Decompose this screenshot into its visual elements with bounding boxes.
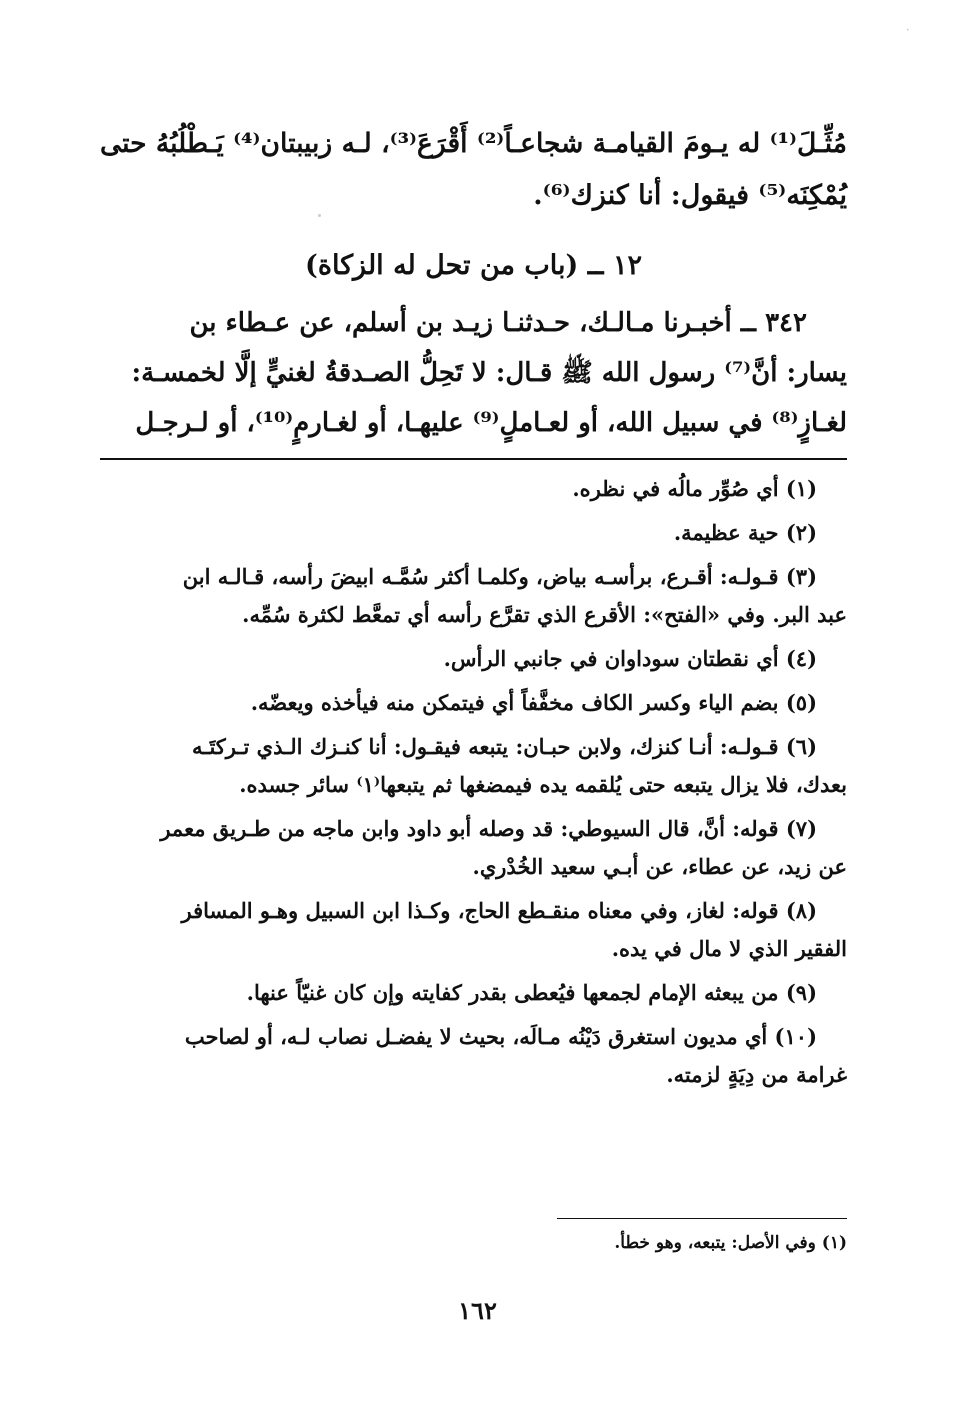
footnote bbox=[100, 558, 847, 634]
hadith-text bbox=[100, 298, 847, 448]
footnote bbox=[100, 810, 847, 886]
intro-text bbox=[100, 118, 847, 222]
corner-mark: ۰ bbox=[904, 22, 911, 36]
text-line: مُثِّـلَ⁽¹⁾ له يـومَ القيامـة شجاعـاً⁽²⁾ أَقْرَعَ⁽³⁾، لـه زبيبتان⁽⁴⁾ يَـطْلُبُهُ حتى bbox=[100, 128, 847, 159]
section-heading: ١٢ ــ (باب من تحل له الزكاة) bbox=[305, 250, 642, 281]
footnote-line: (٢) حية عظيمة. bbox=[673, 520, 817, 545]
footnote-line: (٧) قوله: أنَّ، قال السيوطي: قد وصله أبو داود وابن ماجه من طـريق معمر bbox=[160, 816, 817, 841]
footnote bbox=[100, 684, 847, 722]
footnote-line: غرامة من دِيَةٍ لزمته. bbox=[666, 1062, 847, 1087]
footnote bbox=[100, 640, 847, 678]
footnote bbox=[100, 470, 847, 508]
sub-footnote-divider bbox=[557, 1218, 847, 1219]
text-line: يسار: أنَّ⁽⁷⁾ رسول الله ﷺ قـال: لا تَحِلُّ الصـدقةُ لغنيٍّ إلَّا لخمسـة: bbox=[131, 358, 847, 388]
footnote-line: عبد البر. وفي «الفتح»: الأقرع الذي تقرَّع رأسه أي تمعَّط لكثرة سُمِّه. bbox=[242, 602, 847, 627]
footnote bbox=[100, 1018, 847, 1094]
footnote-line: (٨) قوله: لغاز، وفي معناه منقـطع الحاج، وكـذا ابن السبيل وهـو المسافر bbox=[181, 898, 817, 923]
footnote bbox=[100, 892, 847, 968]
footnote-line: (٣) قـولـه: أقـرع، برأسـه بياض، وكلمـا أكثر سُمَّـه ابيضَ رأسه، قـالـه ابن bbox=[182, 564, 817, 589]
footnote-line: (٥) بضم الياء وكسر الكاف مخفَّفاً أي فيتمكن منه فيأخذه ويعضّه. bbox=[250, 690, 817, 715]
footnote-line: الفقير الذي لا مال في يده. bbox=[611, 936, 847, 961]
footnote bbox=[100, 728, 847, 804]
text-line: يُمْكِنَه⁽⁵⁾ فيقول: أنا كنزك⁽⁶⁾. bbox=[533, 180, 847, 211]
footnote-line: بعدك، فلا يزال يتبعه حتى يُلقمه يده فيمضغها ثم يتبعها⁽١⁾ سائر جسده. bbox=[239, 772, 847, 797]
footnote-divider bbox=[100, 458, 847, 460]
sub-footnote: (١) وفي الأصل: يتبعه، وهو خطأ. bbox=[614, 1233, 847, 1253]
text-line: لغـازٍ⁽⁸⁾ في سبيل الله، أو لعـاملٍ⁽⁹⁾ عليهـا، أو لغـارمٍ⁽¹⁰⁾، أو لـرجـل bbox=[135, 408, 847, 438]
footnotes bbox=[100, 470, 847, 1100]
footnote-line: عن زيد، عن عطاء، عن أبـي سعيد الخُدْري. bbox=[472, 854, 847, 879]
footnote bbox=[100, 974, 847, 1012]
text-line: ٣٤٢ ــ أخبـرنا مـالـك، حـدثنـا زيـد بن أسلم، عن عـطاء بن bbox=[189, 308, 807, 338]
footnote bbox=[100, 514, 847, 552]
footnote-line: (١) أي صُوِّر مالُه في نظره. bbox=[572, 476, 817, 501]
footnote-line: (٦) قـولـه: أنـا كنزك، ولابن حبـان: يتبعه فيقـول: أنا كنـزك الـذي تـركتَـه bbox=[192, 734, 817, 759]
footnote-line: (٤) أي نقطتان سوداوان في جانبي الرأس. bbox=[443, 646, 817, 671]
footnote-line: (١٠) أي مديون استغرق دَيْنُه مـالَه، بحيث لا يفضـل نصاب لـه، أو لصاحب bbox=[184, 1024, 817, 1049]
page-number: ١٦٢ bbox=[458, 1296, 497, 1325]
footnote-line: (٩) من يبعثه الإمام لجمعها فيُعطى بقدر كفايته وإن كان غنيّاً عنها. bbox=[246, 980, 817, 1005]
